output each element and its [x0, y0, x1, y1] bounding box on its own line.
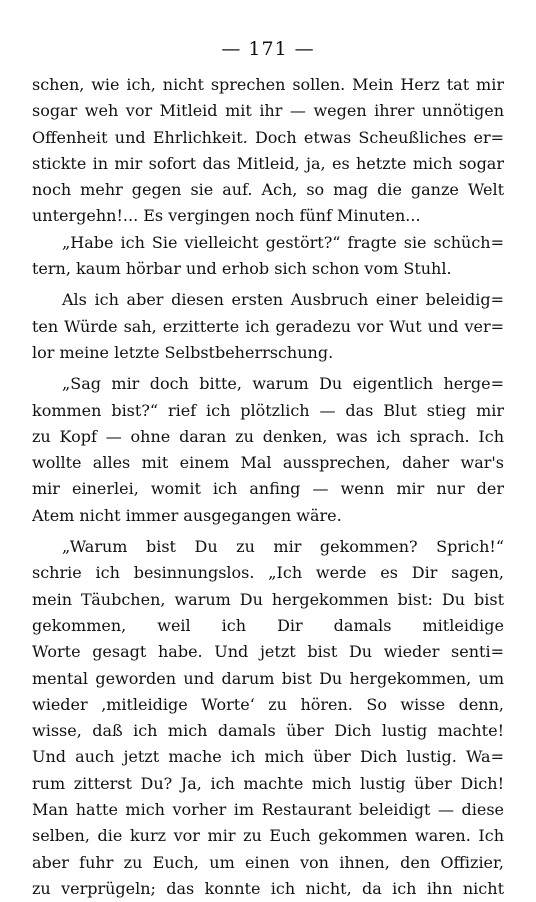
text-line: schen, wie ich, nicht sprechen sollen. Mein Herz tat mir — [32, 75, 504, 94]
text-line: aber fuhr zu Euch, um einen von ihnen, den Offizier, — [32, 852, 504, 872]
text-line: gekommen, weil ich Dir damals mitleidige — [32, 615, 504, 635]
text-line: selben, die kurz vor mir zu Euch gekommen waren. Ich — [32, 826, 504, 846]
body-text — [32, 72, 504, 902]
text-line: Worte gesagt habe. Und jetzt bist Du wieder senti= — [32, 642, 504, 662]
text-line: ten Würde sah, erzitterte ich geradezu vor Wut und ver= — [32, 316, 504, 336]
paragraph-4 — [32, 371, 504, 529]
text-line: mental geworden und darum bist Du hergekommen, um — [32, 668, 504, 688]
text-line: „Habe ich Sie vielleicht gestört?“ fragte sie schüch= — [62, 232, 504, 252]
text-line: sogar weh vor Mitleid mit ihr — wegen ihrer unnötigen — [32, 101, 504, 121]
text-line: wieder ‚mitleidige Worte‘ zu hören. So wisse denn, — [32, 694, 504, 714]
text-line: noch mehr gegen sie auf. Ach, so mag die ganze Welt — [32, 180, 504, 200]
text-line: wisse, daß ich mich damals über Dich lustig machte! — [32, 721, 504, 741]
text-line: schrie ich besinnungslos. „Ich werde es Dir sagen, — [32, 563, 504, 583]
text-line: „Warum bist Du zu mir gekommen? Sprich!“ — [62, 537, 504, 557]
text-line: kommen bist?“ rief ich plötzlich — das Blut stieg mir — [32, 400, 504, 420]
text-line: untergehn!... Es vergingen noch fünf Minuten... — [32, 206, 421, 226]
text-line: Offenheit und Ehrlichkeit. Doch etwas Scheußliches er= — [32, 127, 504, 147]
text-line: wollte alles mit einem Mal aussprechen, daher war's — [32, 453, 504, 473]
text-line: Als ich aber diesen ersten Ausbruch einer beleidig= — [62, 290, 504, 310]
page-number: — 171 — — [221, 38, 315, 60]
text-line: zu Kopf — ohne daran zu denken, was ich sprach. Ich — [32, 426, 504, 446]
text-line: lor meine letzte Selbstbeherrschung. — [32, 342, 334, 362]
text-line: mir einerlei, womit ich anfing — wenn mir nur der — [32, 479, 504, 499]
text-line: mein Täubchen, warum Du hergekommen bist: Du bist — [32, 589, 504, 609]
paragraph-2 — [32, 230, 504, 283]
text-line: Und auch jetzt mache ich mich über Dich lustig. Wa= — [32, 747, 504, 767]
text-line: zu verprügeln; das konnte ich nicht, da ich ihn nicht — [32, 878, 504, 898]
paragraph-5 — [32, 534, 504, 902]
text-line: Man hatte mich vorher im Restaurant beleidigt — diese — [32, 800, 504, 820]
text-line: „Sag mir doch bitte, warum Du eigentlich herge= — [62, 374, 504, 394]
text-line: rum zitterst Du? Ja, ich machte mich lustig über Dich! — [32, 773, 504, 793]
paragraph-1 — [32, 72, 504, 230]
paragraph-3 — [32, 287, 504, 366]
text-line: tern, kaum hörbar und erhob sich schon vom Stuhl. — [32, 259, 452, 279]
text-line: stickte in mir sofort das Mitleid, ja, es hetzte mich sogar — [32, 153, 504, 173]
text-line: Atem nicht immer ausgegangen wäre. — [32, 505, 342, 525]
